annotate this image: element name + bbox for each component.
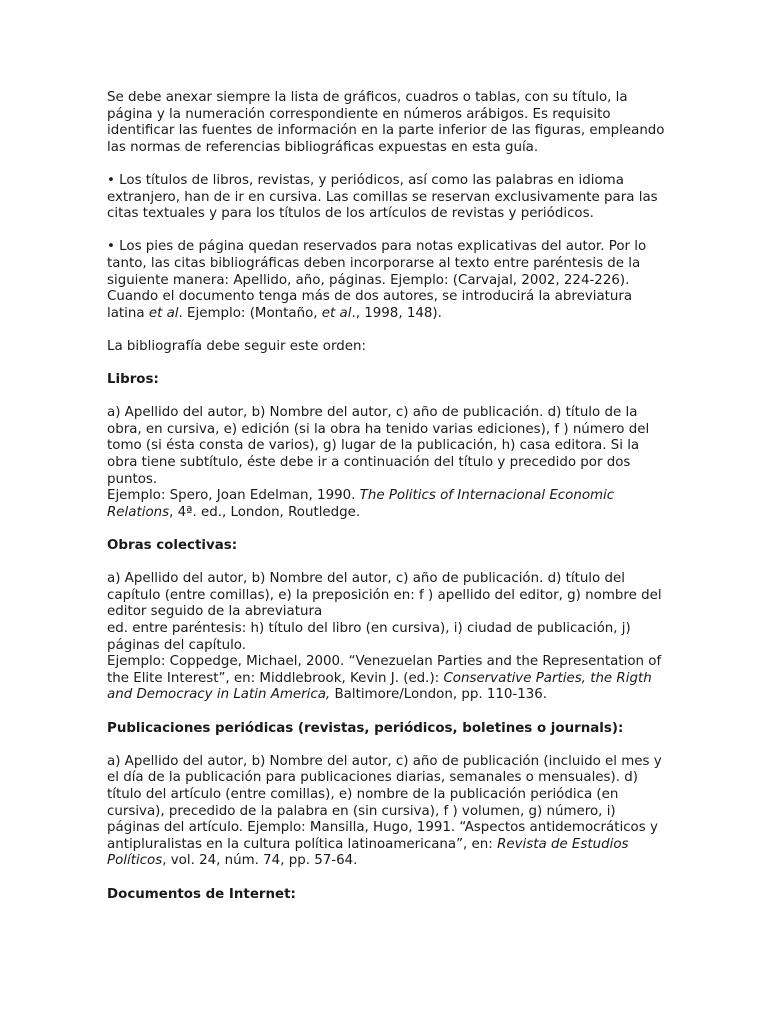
bullet-footnotes-text-2: . Ejemplo: (Montaño, — [178, 305, 322, 321]
intro-paragraph: Se debe anexar siempre la lista de gráficos, cuadros o tablas, con su título, la página y la numeración correspondiente en números arábigos. Es requisito identificar las fuentes de información en la parte inferior de las figuras, empleando las normas de referencias bibliográficas expuestas en esta guía. — [107, 90, 665, 155]
libros-body: a) Apellido del autor, b) Nombre del autor, c) año de publicación. d) título de la obra, en cursiva, e) edición (si la obra ha tenido varias ediciones), f ) número del tomo (si ésta consta de varios), g) lugar de la publicación, h) casa editora. Si la obra tiene subtítulo, éste debe ir a continuación del título y precedido por dos puntos. — [107, 405, 650, 487]
obras-example-suffix: Baltimore/London, pp. 110-136. — [330, 687, 548, 703]
obras-body-2: ed. entre paréntesis: h) título del libro (en cursiva), i) ciudad de publicación, j) páginas del capítulo. — [107, 621, 631, 653]
publicaciones-heading: Publicaciones periódicas (revistas, periódicos, boletines o journals): — [107, 720, 624, 736]
bullet-footnotes-text-1: • Los pies de página quedan reservados para notas explicativas del autor. Por lo tanto, las citas bibliográficas deben incorporarse al texto entre paréntesis de la siguiente manera: Apellido, año, páginas. Ejemplo: (Carvajal, 2002, 224-226). Cuando el documento tenga más de dos autores, se introducirá la abreviatura latina — [107, 239, 647, 321]
publicaciones-example-title: Revista de Estudios Políticos — [107, 836, 629, 869]
bullet-footnotes-text-3: ., 1998, 148). — [351, 305, 442, 321]
obras-body-1: a) Apellido del autor, b) Nombre del autor, c) año de publicación. d) título del capítulo (entre comillas), e) la preposición en: f ) apellido del editor, g) nombre del editor seguido de la abreviatura — [107, 571, 662, 620]
libros-paragraph — [107, 405, 667, 521]
libros-example-prefix: Ejemplo: Spero, Joan Edelman, 1990. — [107, 488, 360, 504]
obras-example-prefix: Ejemplo: Coppedge, Michael, 2000. “Venezuelan Parties and the Representation of the Elite Interest”, en: Middlebrook, Kevin J. (ed.): — [107, 654, 662, 686]
obras-heading: Obras colectivas: — [107, 538, 238, 554]
bullet-italics-paragraph: • Los títulos de libros, revistas, y periódicos, así como las palabras en idioma extranjero, han de ir en cursiva. Las comillas se reservan exclusivamente para las citas textuales y para los títulos de los artículos de revistas y periódicos. — [107, 172, 658, 222]
bullet-footnotes-paragraph — [107, 239, 667, 322]
libros-heading: Libros: — [107, 372, 159, 388]
obras-example — [107, 654, 667, 704]
internet-heading: Documentos de Internet: — [107, 886, 296, 902]
obras-paragraph — [107, 571, 667, 704]
libros-example-title: The Politics of Internacional Economic Relations — [107, 488, 615, 520]
libros-example-suffix: , 4ª. ed., London, Routledge. — [169, 504, 361, 520]
obras-example-title: Conservative Parties, the Rigth and Democracy in Latin America, — [107, 670, 652, 703]
document-page — [107, 90, 667, 920]
et-al-italic-2: et al — [321, 305, 352, 321]
libros-example — [107, 488, 667, 521]
publicaciones-body: a) Apellido del autor, b) Nombre del autor, c) año de publicación (incluido el mes y el día de la publicación para publicaciones diarias, semanales o mensuales). d) título del artículo (entre comillas), e) nombre de la publicación periódica (en cursiva), precedido de la palabra en (sin cursiva), f ) volumen, g) número, i) páginas del artículo. Ejemplo: Mansilla, Hugo, 1991. “Aspectos antidemocráticos y antipluralistas en la cultura política latinoamericana”, en: — [107, 753, 662, 852]
publicaciones-example-suffix: , vol. 24, núm. 74, pp. 57-64. — [162, 853, 358, 869]
et-al-italic-1: et al — [148, 305, 179, 321]
publicaciones-paragraph — [107, 754, 667, 870]
order-intro: La bibliografía debe seguir este orden: — [107, 338, 366, 354]
